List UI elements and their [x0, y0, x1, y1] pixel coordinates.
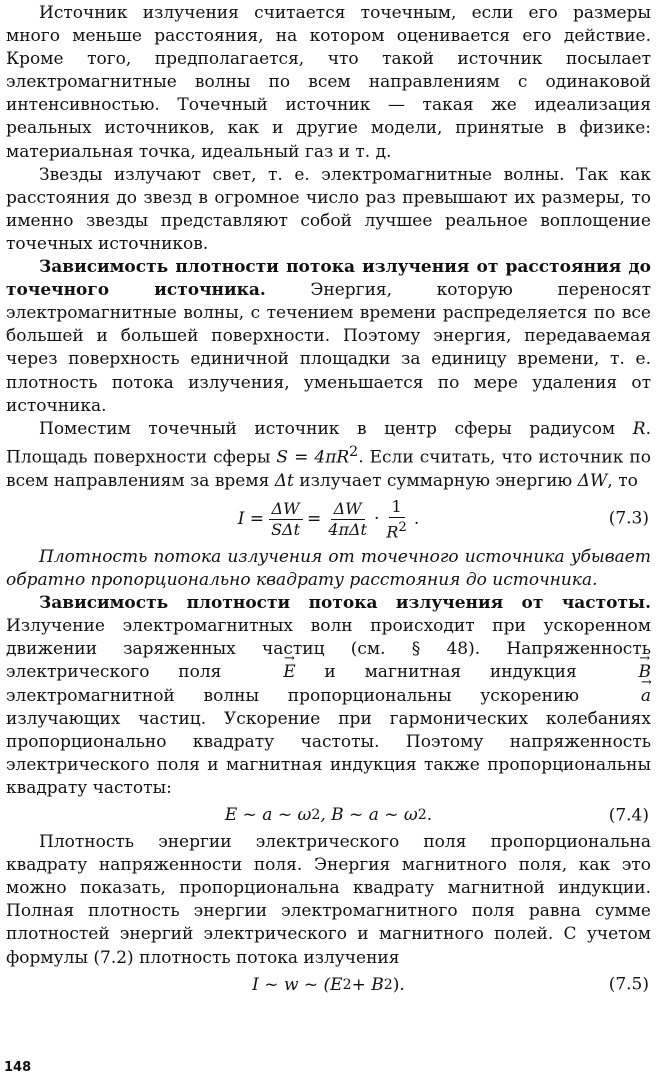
- equation-number: (7.5): [608, 974, 649, 995]
- paragraph: Поместим точечный источник в центр сферы радиусом R. Площадь поверхности сферы $S = 4\pi R^2$. Если считать, что источник по всем направлениям за время Δt излучает суммарную энергию ΔW, то: [6, 418, 651, 491]
- fraction: ΔW SΔt: [268, 499, 303, 540]
- formula-7-3: I = ΔW SΔt = ΔW 4πΔt · 1 $R^2$ . (7.3): [237, 496, 649, 541]
- paragraph: Звезды излучают свет, т. е. электромагнитные волны. Так как расстояния до звезд в огромное число раз превышают их размеры, то именно звезды представляют собой лучшее реальное воплощение точечных источников.: [6, 164, 651, 254]
- paragraph: Плотность энергии электрического поля пропорциональна квадрату напряженности поля. Энергия магнитного поля, как это можно показать, пропорциональна квадрату магнитной индукции. Полная плотность энергии электромагнитного поля равна сумме плотностей энергий электрического и магнитного полей. С учетом формулы (7.2) плотность потока излучения: [6, 832, 651, 968]
- formula-7-4: E ~ a ~ ω 2 , B ~ a ~ ω 2 . (7.4): [6, 804, 651, 827]
- highlighted-statement: Плотность потока излучения от точечного источника убывает обратно пропорционально квадрату расстояния до источника.: [6, 546, 651, 591]
- paragraph: Зависимость плотности потока излучения от частоты. Излучение электромагнитных волн происходит при ускоренном движении заряженных частиц (см. § 48). Напряженность электрического поля → E и магнитная индукция → B электромагнитной волны пропорциональны ускорению → a излучающих частиц. Ускорение при гармонических колебаниях пропорционально квадрату частоты. Поэтому напряженность электрического поля и магнитная индукция также пропорциональны квадрату частоты:: [6, 592, 651, 800]
- body-text: [6, 2, 651, 1001]
- page-number: 148: [4, 1060, 32, 1075]
- formula-7-5: I ~ w ~ (E 2 + B 2 ). (7.5): [6, 974, 651, 997]
- equation-number: (7.3): [608, 508, 649, 529]
- equation-number: (7.4): [608, 804, 649, 825]
- paragraph: [6, 256, 651, 418]
- paragraph-text: Энергия, которую переносят электромагнитные волны, с течением времени распределяется по все большей и большей поверхности. Поэтому энергия, передаваемая через поверхность единичной площадки за единицу времени, т. е. плотность потока излучения, уменьшается по мере удаления от источника.: [6, 280, 651, 416]
- fraction: 1 $R^2$: [386, 496, 407, 541]
- section-heading: Зависимость плотности потока излучения от расстояния до точечного источника.: [6, 257, 651, 301]
- fraction: ΔW 4πΔt: [328, 498, 367, 539]
- section-heading: Зависимость плотности потока излучения от частоты.: [39, 593, 651, 614]
- paragraph: Источник излучения считается точечным, если его размеры много меньше расстояния, на котором оценивается его действие. Кроме того, предполагается, что такой источник посылает электромагнитные волны по всем направлениям с одинаковой интенсивностью. Точечный источник — такая же идеализация реальных источников, как и другие модели, принятые в физике: материальная точка, идеальный газ и т. д.: [6, 3, 651, 162]
